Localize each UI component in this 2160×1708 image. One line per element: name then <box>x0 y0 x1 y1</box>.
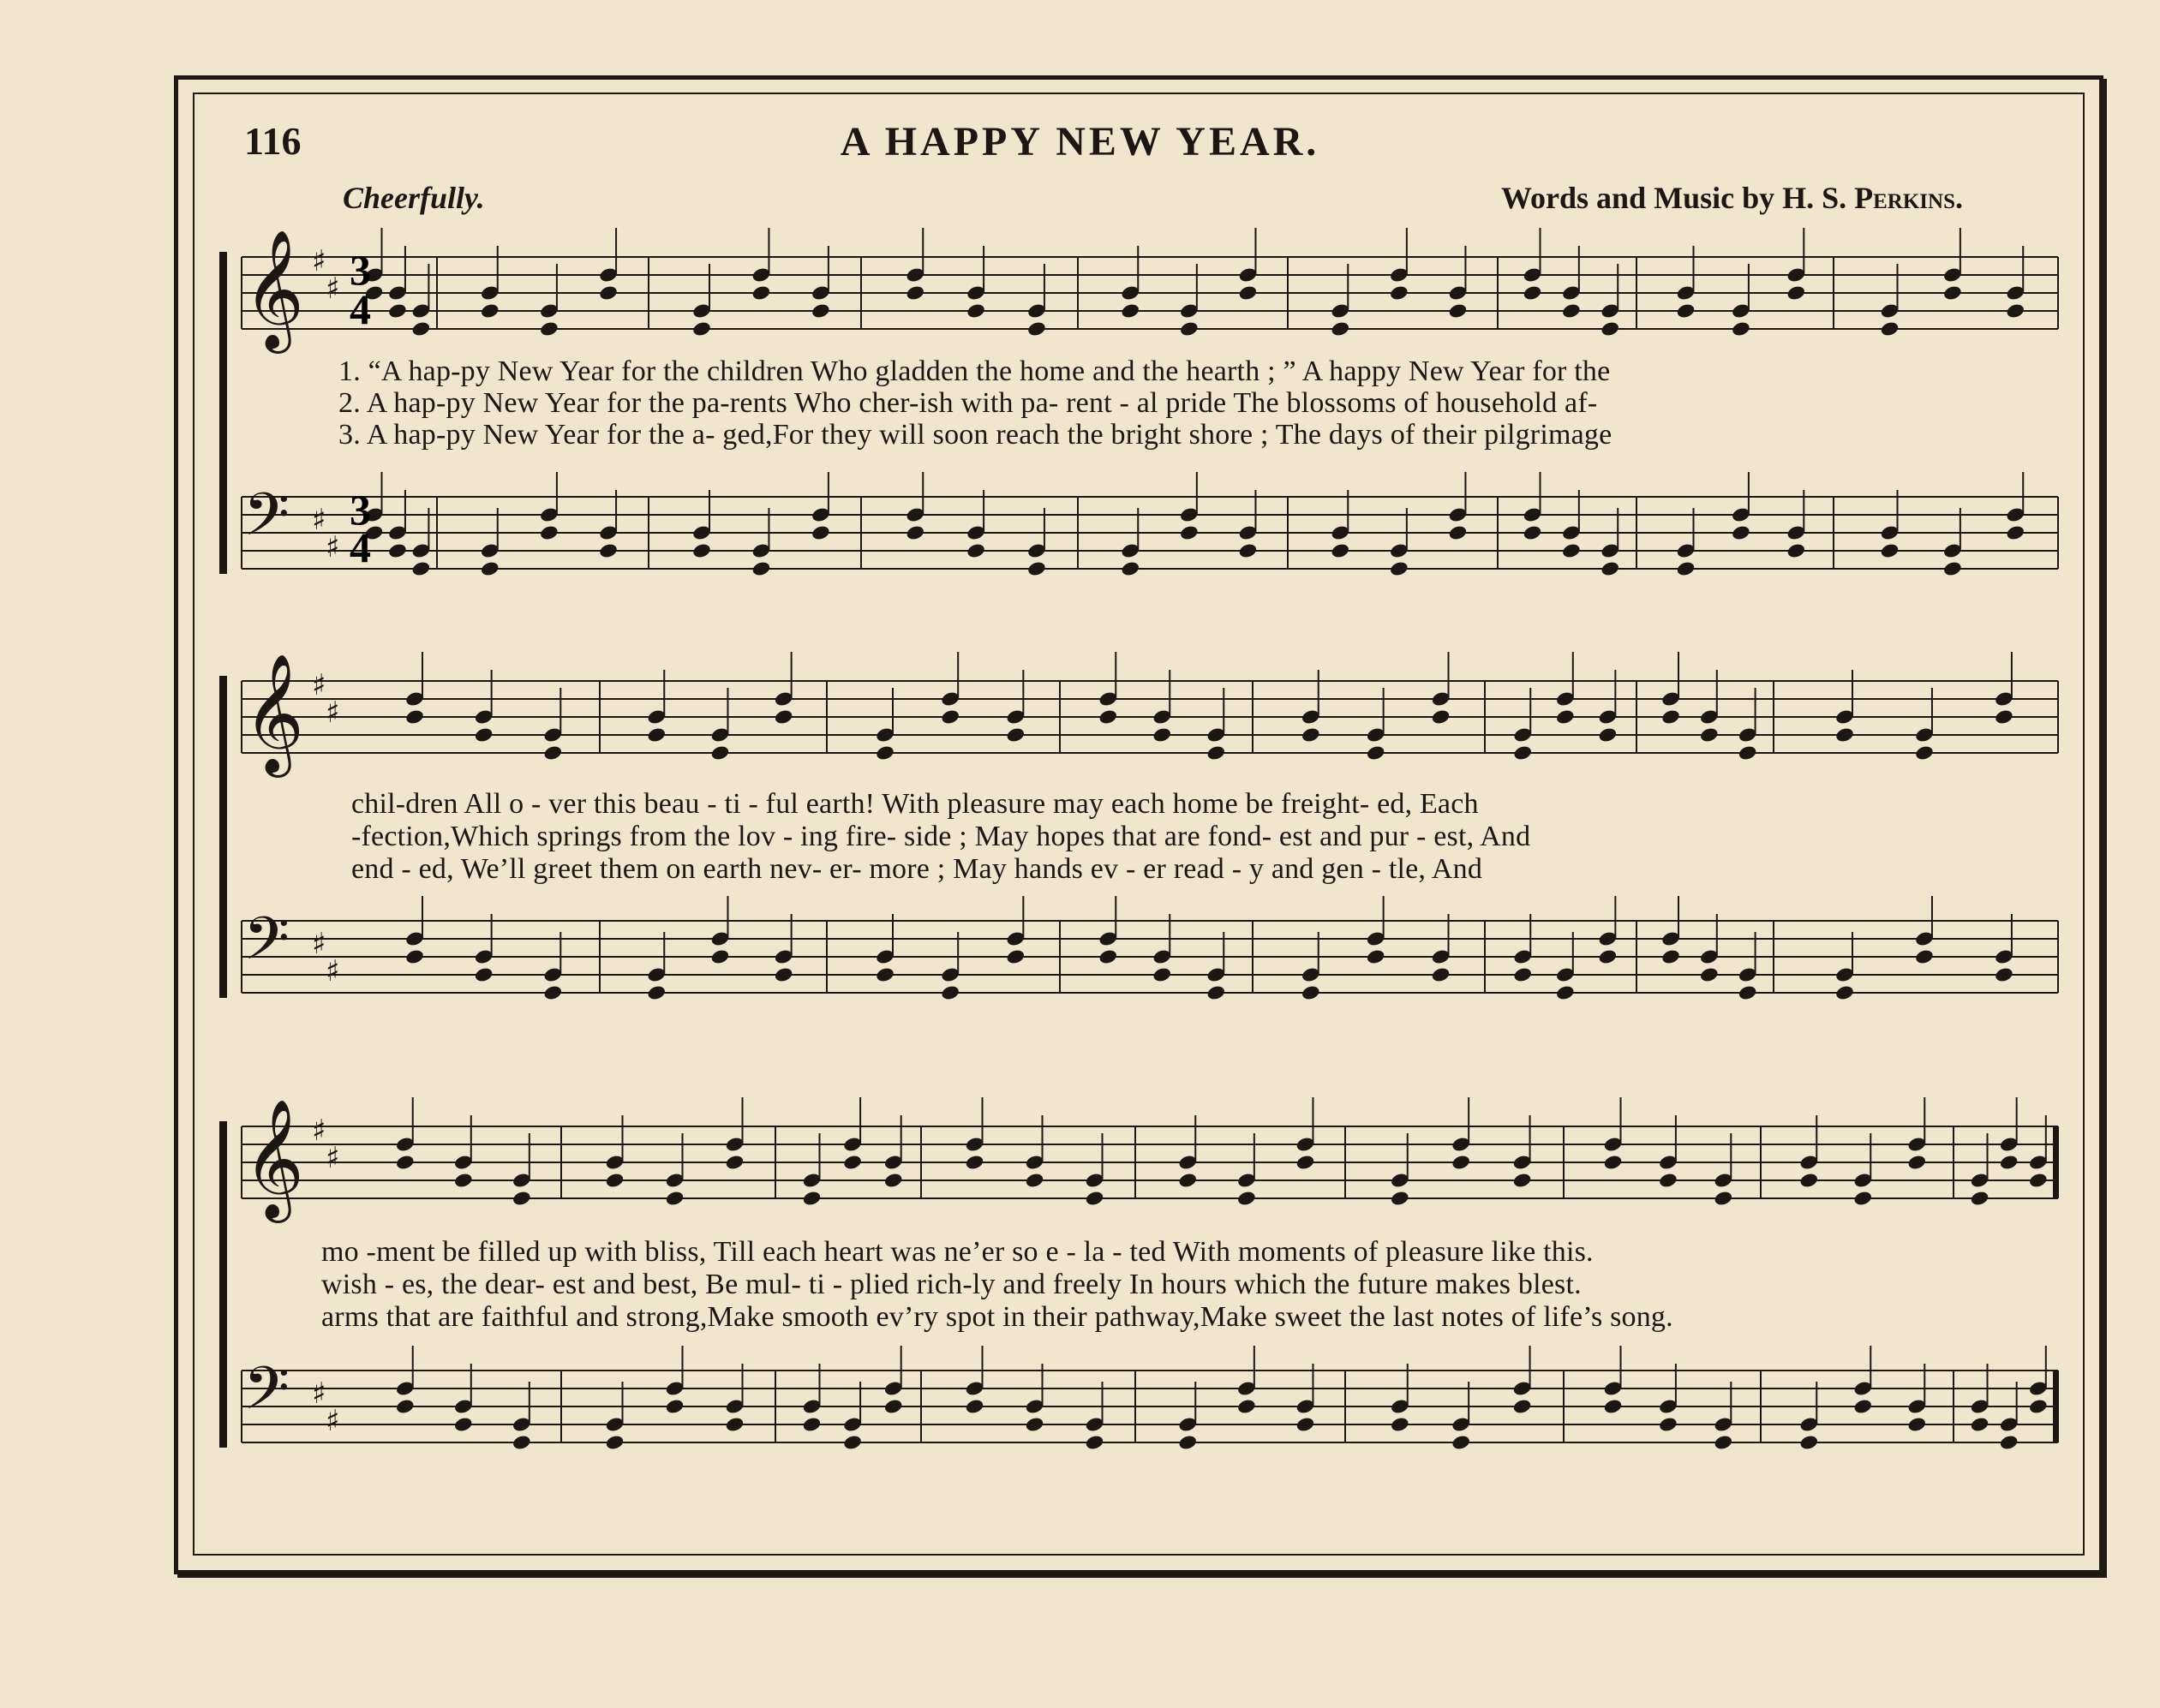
note-head <box>1085 1434 1105 1451</box>
note-head <box>1006 726 1026 744</box>
note-head <box>1179 524 1200 541</box>
note-head <box>1600 560 1620 577</box>
note-head <box>965 1154 985 1171</box>
note-head <box>1152 966 1172 983</box>
sharp-icon: ♯ <box>326 1404 340 1438</box>
note-head <box>1786 284 1807 302</box>
lyrics-system-3-verse-2: wish - es, the dear- est and best, Be mul- ti - plied rich-ly and freely In hours which the future makes blest. <box>321 1269 1582 1300</box>
note-head <box>1999 1154 2019 1171</box>
note-head <box>480 302 500 320</box>
note-head <box>665 1190 685 1207</box>
song-title: A HAPPY NEW YEAR. <box>840 119 1320 164</box>
composer-name: Perkins. <box>1854 181 1963 215</box>
note-head <box>598 284 619 302</box>
note-head <box>605 1172 625 1189</box>
lyrics-system-2-verse-1: chil-dren All o - ver this beau - ti - ful earth! With pleasure may each home be freight- ed, Each <box>351 788 1479 820</box>
note-head <box>691 320 712 337</box>
note-head <box>1177 1172 1198 1189</box>
system-bracket <box>219 1121 227 1448</box>
note-head <box>480 560 500 577</box>
note-head <box>940 984 960 1001</box>
note-head <box>1714 1190 1734 1207</box>
note-head <box>411 320 432 337</box>
note-head <box>1120 560 1140 577</box>
note-head <box>1561 542 1582 559</box>
final-bar-line <box>2053 1126 2058 1198</box>
note-head <box>842 1434 863 1451</box>
note-head <box>905 284 925 302</box>
note-head <box>387 542 408 559</box>
note-head <box>875 744 895 761</box>
note-head <box>1431 708 1451 726</box>
final-bar-line <box>2053 1371 2058 1442</box>
note-head <box>1238 284 1259 302</box>
bass-clef-icon: 𝄢 <box>243 904 290 988</box>
note-head <box>1295 1416 1316 1433</box>
note-head <box>802 1190 823 1207</box>
note-head <box>542 984 563 1001</box>
note-head <box>774 966 794 983</box>
note-head <box>1026 320 1047 337</box>
note-head <box>1206 744 1226 761</box>
note-head <box>1731 524 1751 541</box>
note-head <box>1512 1172 1533 1189</box>
note-head <box>1600 320 1620 337</box>
note-head <box>665 1398 685 1415</box>
sharp-icon: ♯ <box>312 1114 326 1148</box>
note-head <box>1660 948 1681 965</box>
note-head <box>751 560 772 577</box>
note-head <box>1330 542 1350 559</box>
note-head <box>811 302 831 320</box>
note-head <box>802 1416 823 1433</box>
note-head <box>395 1398 416 1415</box>
treble-clef-icon: 𝄞 <box>243 1099 304 1218</box>
system-bracket <box>219 676 227 998</box>
note-head <box>1555 984 1576 1001</box>
note-head <box>1523 284 1543 302</box>
system-bracket <box>219 252 227 574</box>
note-head <box>1152 726 1172 744</box>
note-head <box>395 1154 416 1171</box>
note-head <box>1699 726 1720 744</box>
note-head <box>1658 1416 1678 1433</box>
note-head <box>1970 1416 1990 1433</box>
note-head <box>1852 1190 1873 1207</box>
note-head <box>1880 542 1900 559</box>
note-head <box>2005 524 2025 541</box>
note-head <box>1238 542 1259 559</box>
note-head <box>710 744 731 761</box>
note-head <box>1366 744 1386 761</box>
note-head <box>1699 966 1720 983</box>
note-head <box>1880 320 1900 337</box>
lyrics-system-2-verse-3: end - ed, We’ll greet them on earth nev- er- more ; May hands ev - er read - y and gen - tle, And <box>351 853 1483 885</box>
lyrics-system-3-verse-1: mo -ment be filled up with bliss, Till each heart was ne’er so e - la - ted With moments of pleasure like this. <box>321 1236 1594 1268</box>
note-head <box>691 542 712 559</box>
note-head <box>1330 320 1350 337</box>
note-head <box>1798 1434 1819 1451</box>
sharp-icon: ♯ <box>326 696 340 730</box>
note-head <box>1738 744 1758 761</box>
note-head <box>1390 1416 1410 1433</box>
note-head <box>751 284 772 302</box>
note-head <box>1658 1172 1678 1189</box>
sharp-icon: ♯ <box>312 503 326 537</box>
note-head <box>1179 320 1200 337</box>
treble-clef-icon: 𝄞 <box>243 230 304 349</box>
note-head <box>1942 284 1963 302</box>
note-head <box>1523 524 1543 541</box>
note-head <box>1025 1172 1045 1189</box>
note-head <box>940 708 960 726</box>
note-head <box>1676 302 1696 320</box>
lyrics-system-1-verse-3: 3. A hap-py New Year for the a- ged,For they will soon reach the bright shore ; The days of their pilgrimage <box>338 419 1613 451</box>
note-head <box>1451 1154 1471 1171</box>
note-head <box>2005 302 2025 320</box>
note-head <box>1006 948 1026 965</box>
note-head <box>1994 966 2014 983</box>
note-head <box>725 1154 745 1171</box>
note-head <box>598 542 619 559</box>
note-head <box>1206 984 1226 1001</box>
note-head <box>1914 948 1935 965</box>
note-head <box>1999 1434 2019 1451</box>
note-head <box>1555 708 1576 726</box>
note-head <box>1561 302 1582 320</box>
note-head <box>966 302 986 320</box>
sharp-icon: ♯ <box>312 927 326 961</box>
note-head <box>1098 708 1118 726</box>
note-head <box>1098 948 1118 965</box>
note-head <box>966 542 986 559</box>
note-head <box>1852 1398 1873 1415</box>
lyrics-system-1-verse-1: 1. “A hap-py New Year for the children Who gladden the home and the hearth ; ” A happy New Year for the <box>338 355 1611 387</box>
note-head <box>1451 1434 1471 1451</box>
note-head <box>512 1434 532 1451</box>
note-head <box>1301 726 1321 744</box>
note-head <box>474 966 494 983</box>
note-head <box>1177 1434 1198 1451</box>
note-head <box>1431 966 1451 983</box>
note-head <box>1512 966 1533 983</box>
note-head <box>542 744 563 761</box>
note-head <box>1301 984 1321 1001</box>
note-head <box>1512 1398 1533 1415</box>
page-number: 116 <box>244 119 302 163</box>
note-head <box>883 1398 904 1415</box>
treble-clef-icon: 𝄞 <box>243 654 304 773</box>
note-head <box>1603 1154 1624 1171</box>
time-signature-bass <box>350 486 371 571</box>
note-head <box>1660 708 1681 726</box>
note-head <box>1236 1190 1257 1207</box>
note-head <box>1390 1190 1410 1207</box>
note-head <box>1603 1398 1624 1415</box>
sharp-icon: ♯ <box>312 668 326 702</box>
sharp-icon: ♯ <box>326 530 340 564</box>
note-head <box>875 966 895 983</box>
note-head <box>842 1154 863 1171</box>
note-head <box>1714 1434 1734 1451</box>
note-head <box>1295 1154 1316 1171</box>
note-head <box>883 1172 904 1189</box>
note-head <box>1798 1172 1819 1189</box>
note-head <box>1786 542 1807 559</box>
note-head <box>1236 1398 1257 1415</box>
time-signature-top: 3 <box>350 486 371 534</box>
time-signature-treble <box>350 246 371 333</box>
bass-clef-icon: 𝄢 <box>243 480 290 564</box>
note-head <box>646 984 667 1001</box>
lyrics-system-1-verse-2: 2. A hap-py New Year for the pa-rents Who cher-ish with pa- rent - al pride The blossoms of household af- <box>338 387 1598 419</box>
lyrics-system-3-verse-3: arms that are faithful and strong,Make smooth ev’ry spot in their pathway,Make sweet the last notes of life’s song. <box>321 1301 1673 1333</box>
note-head <box>404 708 425 726</box>
sharp-icon: ♯ <box>326 1141 340 1175</box>
note-head <box>1994 708 2014 726</box>
time-signature-top: 3 <box>350 246 371 294</box>
note-head <box>404 948 425 965</box>
note-head <box>1834 726 1855 744</box>
note-head <box>1942 560 1963 577</box>
note-head <box>1738 984 1758 1001</box>
note-head <box>474 726 494 744</box>
note-head <box>905 524 925 541</box>
lyrics-system-2-verse-2: -fection,Which springs from the lov - ing fire- side ; May hopes that are fond- est and pur - est, And <box>351 821 1531 852</box>
note-head <box>1834 984 1855 1001</box>
note-head <box>1512 744 1533 761</box>
note-head <box>1970 1190 1990 1207</box>
sharp-icon: ♯ <box>326 272 340 306</box>
note-head <box>1448 302 1469 320</box>
note-head <box>1366 948 1386 965</box>
note-head <box>411 560 432 577</box>
note-head <box>453 1416 474 1433</box>
credit-prefix: Words and Music by H. S. <box>1501 181 1847 215</box>
note-head <box>725 1416 745 1433</box>
note-head <box>605 1434 625 1451</box>
note-head <box>539 524 559 541</box>
note-head <box>1120 302 1140 320</box>
bass-clef-icon: 𝄢 <box>243 1353 290 1437</box>
note-head <box>774 708 794 726</box>
time-signature-bottom: 4 <box>350 285 371 333</box>
note-head <box>539 320 559 337</box>
note-head <box>1389 560 1409 577</box>
sharp-icon: ♯ <box>326 954 340 988</box>
note-head <box>1085 1190 1105 1207</box>
note-head <box>710 948 731 965</box>
note-head <box>811 524 831 541</box>
note-head <box>1598 948 1619 965</box>
note-head <box>387 302 408 320</box>
note-head <box>453 1172 474 1189</box>
note-head <box>1914 744 1935 761</box>
sharp-icon: ♯ <box>312 244 326 278</box>
note-head <box>1025 1416 1045 1433</box>
tempo-marking: Cheerfully. <box>343 181 485 215</box>
note-head <box>1026 560 1047 577</box>
time-signature-bottom: 4 <box>350 523 371 571</box>
note-head <box>1448 524 1469 541</box>
note-head <box>1389 284 1409 302</box>
note-head <box>646 726 667 744</box>
note-head <box>1731 320 1751 337</box>
note-head <box>2028 1398 2049 1415</box>
note-head <box>1676 560 1696 577</box>
note-head <box>1598 726 1619 744</box>
note-head <box>1906 1154 1927 1171</box>
note-head <box>965 1398 985 1415</box>
note-head <box>512 1190 532 1207</box>
note-head <box>2028 1172 2049 1189</box>
sharp-icon: ♯ <box>312 1377 326 1411</box>
note-head <box>1906 1416 1927 1433</box>
